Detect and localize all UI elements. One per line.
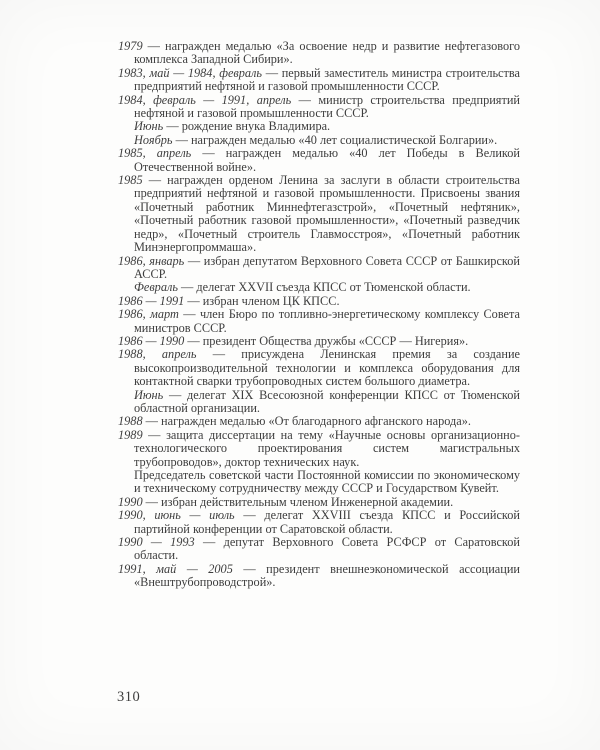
chronology-entry: 1985, апрель — награжден медалью «40 лет Победы в Великой Отечественной войне». — [118, 146, 520, 174]
chronology-sub-entry: Ноябрь — награжден медалью «40 лет социалистической Болгарии». — [134, 132, 498, 147]
entry-date: 1990, июнь — июль — [118, 508, 235, 523]
entry-date: 1988, апрель — [118, 347, 197, 362]
entry-date: Февраль — [134, 280, 178, 295]
chronology-sub-entry: Февраль — делегат XXVII съезда КПСС от Тюменской области. — [134, 280, 471, 295]
chronology-sub-entry: Председатель советской части Постоянной комиссии по экономическому и техническому сотрудничеству между СССР и Государством Кувейт. — [134, 468, 520, 496]
entry-date: 1986 — 1990 — [118, 333, 185, 348]
entry-date: 1979 — [118, 39, 143, 53]
entry-date: 1990 — [118, 494, 143, 509]
chronology-entry: 1986, январь — избран депутатом Верховного Совета СССР от Башкирской АССР. — [118, 253, 520, 281]
entry-date: 1984, февраль — 1991, апрель — [118, 92, 292, 107]
chronology-entry: 1990, июнь — июль — делегат XXVIII съезда КПСС и Российской партийной конференции от Саратовской области. — [118, 508, 520, 536]
chronology-entry: 1986 — 1990 — президент Общества дружбы «СССР — Нигерия». — [118, 333, 469, 348]
chronology-entry: 1986, март — член Бюро по топливно-энергетическому комплексу Совета министров СССР. — [118, 307, 520, 335]
chronology-entry: 1984, февраль — 1991, апрель — министр строительства предприятий нефтяной и газовой промышленности СССР. — [118, 92, 520, 121]
page-number: 310 — [117, 689, 141, 705]
chronology-entry: 1990 — избран действительным членом Инженерной академии. — [118, 494, 454, 509]
chronology-sub-entry: Июнь — делегат XIX Всесоюзной конференции КПСС от Тюменской областной организации. — [134, 387, 520, 415]
entry-date: Июнь — [134, 119, 164, 134]
entry-date: Июнь — [134, 387, 164, 402]
entry-date: 1985 — [118, 173, 143, 188]
entry-date: 1986, март — [118, 307, 179, 322]
entry-date: 1986 — 1991 — [118, 293, 185, 308]
chronology-entry: 1979 — награжден медалью «За освоение недр и развитие нефтегазового комплекса Западной Сибири». — [118, 39, 520, 67]
chronology-entry: 1988, апрель — присуждена Ленинская премия за создание высокопроизводительной технологии и комплекса оборудования для контактной сварки трубопроводных систем большого диаметра. — [118, 347, 520, 389]
chronology-sub-entry: Июнь — рождение внука Владимира. — [134, 119, 331, 134]
entry-date: 1989 — [118, 427, 143, 442]
entry-date: 1990 — 1993 — [118, 535, 195, 550]
chronology-entry: 1991, май — 2005 — президент внешнеэкономической ассоциации «Внештрубопроводстрой». — [118, 561, 520, 590]
chronology-list — [118, 40, 520, 590]
entry-date: Ноябрь — [134, 132, 173, 147]
entry-date: 1986, январь — [118, 253, 185, 268]
chronology-entry: 1985 — награжден орденом Ленина за заслуги в области строительства предприятий нефтяной и газовой промышленности. Присвоены звания «Почетный работник Миннефтегазстрой», «Почетный нефтяник», «Почетный работник газовой промышленности», «Почетный разведчик недр», «Почетный строитель Главмосстроя», «Почетный работник Минэнергопроммаша». — [118, 173, 520, 255]
entry-date: 1985, апрель — [118, 146, 192, 161]
entry-date: 1983, май — 1984, февраль — [118, 65, 263, 80]
chronology-entry: 1983, май — 1984, февраль — первый заместитель министра строительства предприятий нефтяной и газовой промышленности СССР. — [118, 65, 520, 94]
chronology-entry: 1989 — защита диссертации на тему «Научные основы организационно-технологического проектирования систем магистральных трубопроводов», доктор технических наук. — [118, 427, 520, 469]
chronology-entry: 1986 — 1991 — избран членом ЦК КПСС. — [118, 293, 340, 308]
chronology-entry: 1990 — 1993 — депутат Верховного Совета РСФСР от Саратовской области. — [118, 535, 520, 563]
entry-date: 1991, май — 2005 — [118, 561, 233, 576]
entry-date: 1988 — [118, 414, 143, 429]
chronology-entry: 1988 — награжден медалью «От благодарного афганского народа». — [118, 414, 471, 429]
